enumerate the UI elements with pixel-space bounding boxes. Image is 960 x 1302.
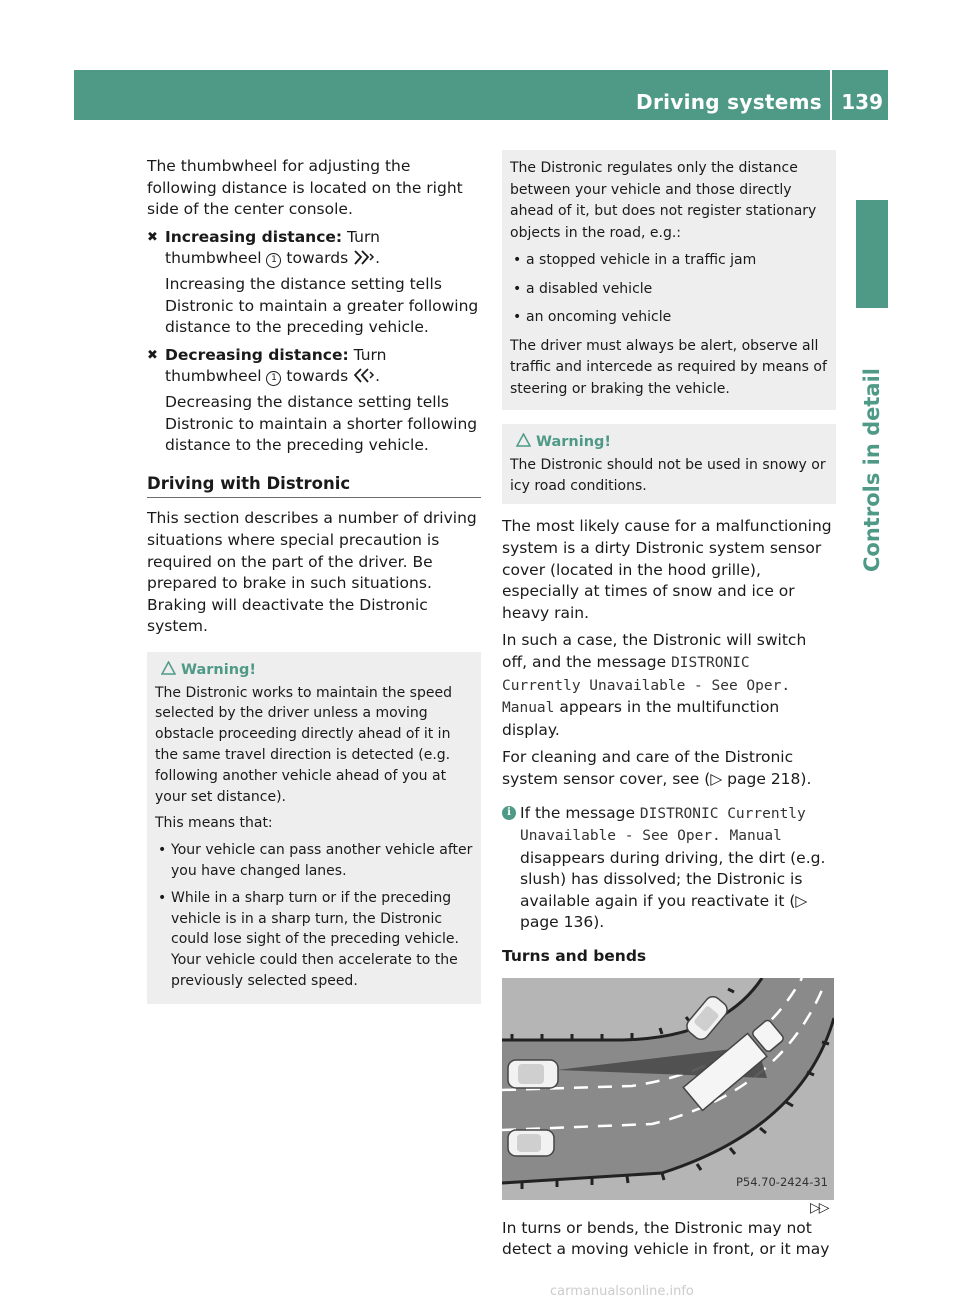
list-item: • an oncoming vehicle xyxy=(510,307,828,329)
header-bar xyxy=(74,70,888,120)
side-tab-label: Controls in detail xyxy=(860,368,884,572)
watermark: carmanualsonline.info xyxy=(550,1284,694,1299)
list-item: • Your vehicle can pass another vehicle after you have changed lanes. xyxy=(155,840,473,882)
header-title: Driving systems xyxy=(636,90,822,114)
page-reference-arrow-icon: ▷ xyxy=(710,769,723,788)
display-message: DISTRONIC Currently Unavailable - See Oper. Manual xyxy=(502,654,791,717)
section-heading: Driving with Distronic xyxy=(147,473,481,499)
side-tab xyxy=(856,320,888,620)
step-arrow-icon: ✖ xyxy=(147,229,158,245)
step-lead: Increasing distance: xyxy=(165,227,343,246)
warning-title: Warning! xyxy=(155,660,473,681)
continued-arrow-icon: ▷▷ xyxy=(810,1200,828,1216)
list-item: • While in a sharp turn or if the preceding vehicle is in a sharp turn, the Distronic could lose sight of the preceding vehicle. Your vehicle could then accelerate to the previously selected speed. xyxy=(155,888,473,992)
warning-text: This means that: xyxy=(155,815,273,832)
info-note: i If the message DISTRONIC Currently Unavailable - See Oper. Manual disappears during driving, the dirt (e.g. slush) has dissolved; the Distronic is available again if you reactivate it (▷ page 136). xyxy=(502,803,836,935)
warning-title: Warning! xyxy=(510,432,828,453)
paragraph: In such a case, the Distronic will switch off, and the message DISTRONIC Currently Unavailable - See Oper. Manual appears in the multifunction display. xyxy=(502,631,807,739)
paragraph: The most likely cause for a malfunctioning system is a dirty Distronic system sensor cover (located in the hood grille), especially at times of snow and ice or heavy rain. xyxy=(502,517,832,622)
distance-decrease-icon xyxy=(353,367,375,384)
note-text: The Distronic regulates only the distance between your vehicle and those directly ahead of it, but does not register stationary objects in the road, e.g.: xyxy=(510,160,817,241)
list-item: • a stopped vehicle in a traffic jam xyxy=(510,250,828,272)
section-paragraph: This section describes a number of driving situations where special precaution is required on the part of the driver. Be prepared to brake in such situations. Braking will deactivate the Distronic system. xyxy=(147,509,477,636)
page-number: 139 xyxy=(841,90,883,114)
thumbwheel-number-icon: 1 xyxy=(266,371,281,386)
illustration-code: P54.70-2424-31 xyxy=(735,1175,828,1190)
header-divider xyxy=(830,70,832,120)
warning-triangle-icon xyxy=(161,661,176,675)
step-description: Decreasing the distance setting tells Distronic to maintain a shorter following distance to the preceding vehicle. xyxy=(165,392,478,455)
note-text: The driver must always be alert, observe all traffic and intercede as required by means of steering or braking the vehicle. xyxy=(510,337,827,397)
list-item: • a disabled vehicle xyxy=(510,279,828,301)
warning-text: The Distronic works to maintain the speed selected by the driver unless a moving obstacle proceeding directly ahead of it in the same travel direction is detected (e.g. following another vehicle ahead of you at your set distance). xyxy=(155,684,452,805)
step-description: Increasing the distance setting tells Distronic to maintain a greater following distance to the preceding vehicle. xyxy=(165,274,479,337)
intro-paragraph: The thumbwheel for adjusting the following distance is located on the right side of the center console. xyxy=(147,157,463,219)
right-column xyxy=(502,150,836,1267)
display-message: DISTRONIC Currently Unavailable - See Oper. Manual xyxy=(520,805,806,845)
warning-triangle-icon xyxy=(516,433,531,447)
note-box xyxy=(502,150,836,410)
step-increasing: ✖ Increasing distance: Turn thumbwheel 1 towards . Increasing the distance setting tells Distronic to maintain a greater following distance to the preceding vehicle. xyxy=(147,227,481,339)
page-reference-arrow-icon: ▷ xyxy=(795,891,808,910)
left-column xyxy=(147,156,481,1004)
side-tab-marker xyxy=(856,200,888,308)
warning-box xyxy=(147,652,481,1004)
info-icon: i xyxy=(502,806,516,820)
thumbwheel-number-icon: 1 xyxy=(266,253,281,268)
step-lead: Decreasing distance: xyxy=(165,345,349,364)
step-decreasing: ✖ Decreasing distance: Turn thumbwheel 1 towards . Decreasing the distance setting tells Distronic to maintain a shorter following distance to the preceding vehicle. xyxy=(147,345,481,457)
paragraph: In turns or bends, the Distronic may not detect a moving vehicle in front, or it may xyxy=(502,1218,830,1259)
warning-box xyxy=(502,424,836,504)
step-arrow-icon: ✖ xyxy=(147,347,158,363)
road-curve-illustration xyxy=(502,978,834,1200)
paragraph: For cleaning and care of the Distronic system sensor cover, see (▷ page 218). xyxy=(502,748,812,788)
turn-illustration xyxy=(502,978,834,1200)
warning-text: The Distronic should not be used in snowy or icy road conditions. xyxy=(510,456,826,494)
distance-increase-icon xyxy=(353,249,375,266)
subsection-heading: Turns and bends xyxy=(502,947,647,966)
